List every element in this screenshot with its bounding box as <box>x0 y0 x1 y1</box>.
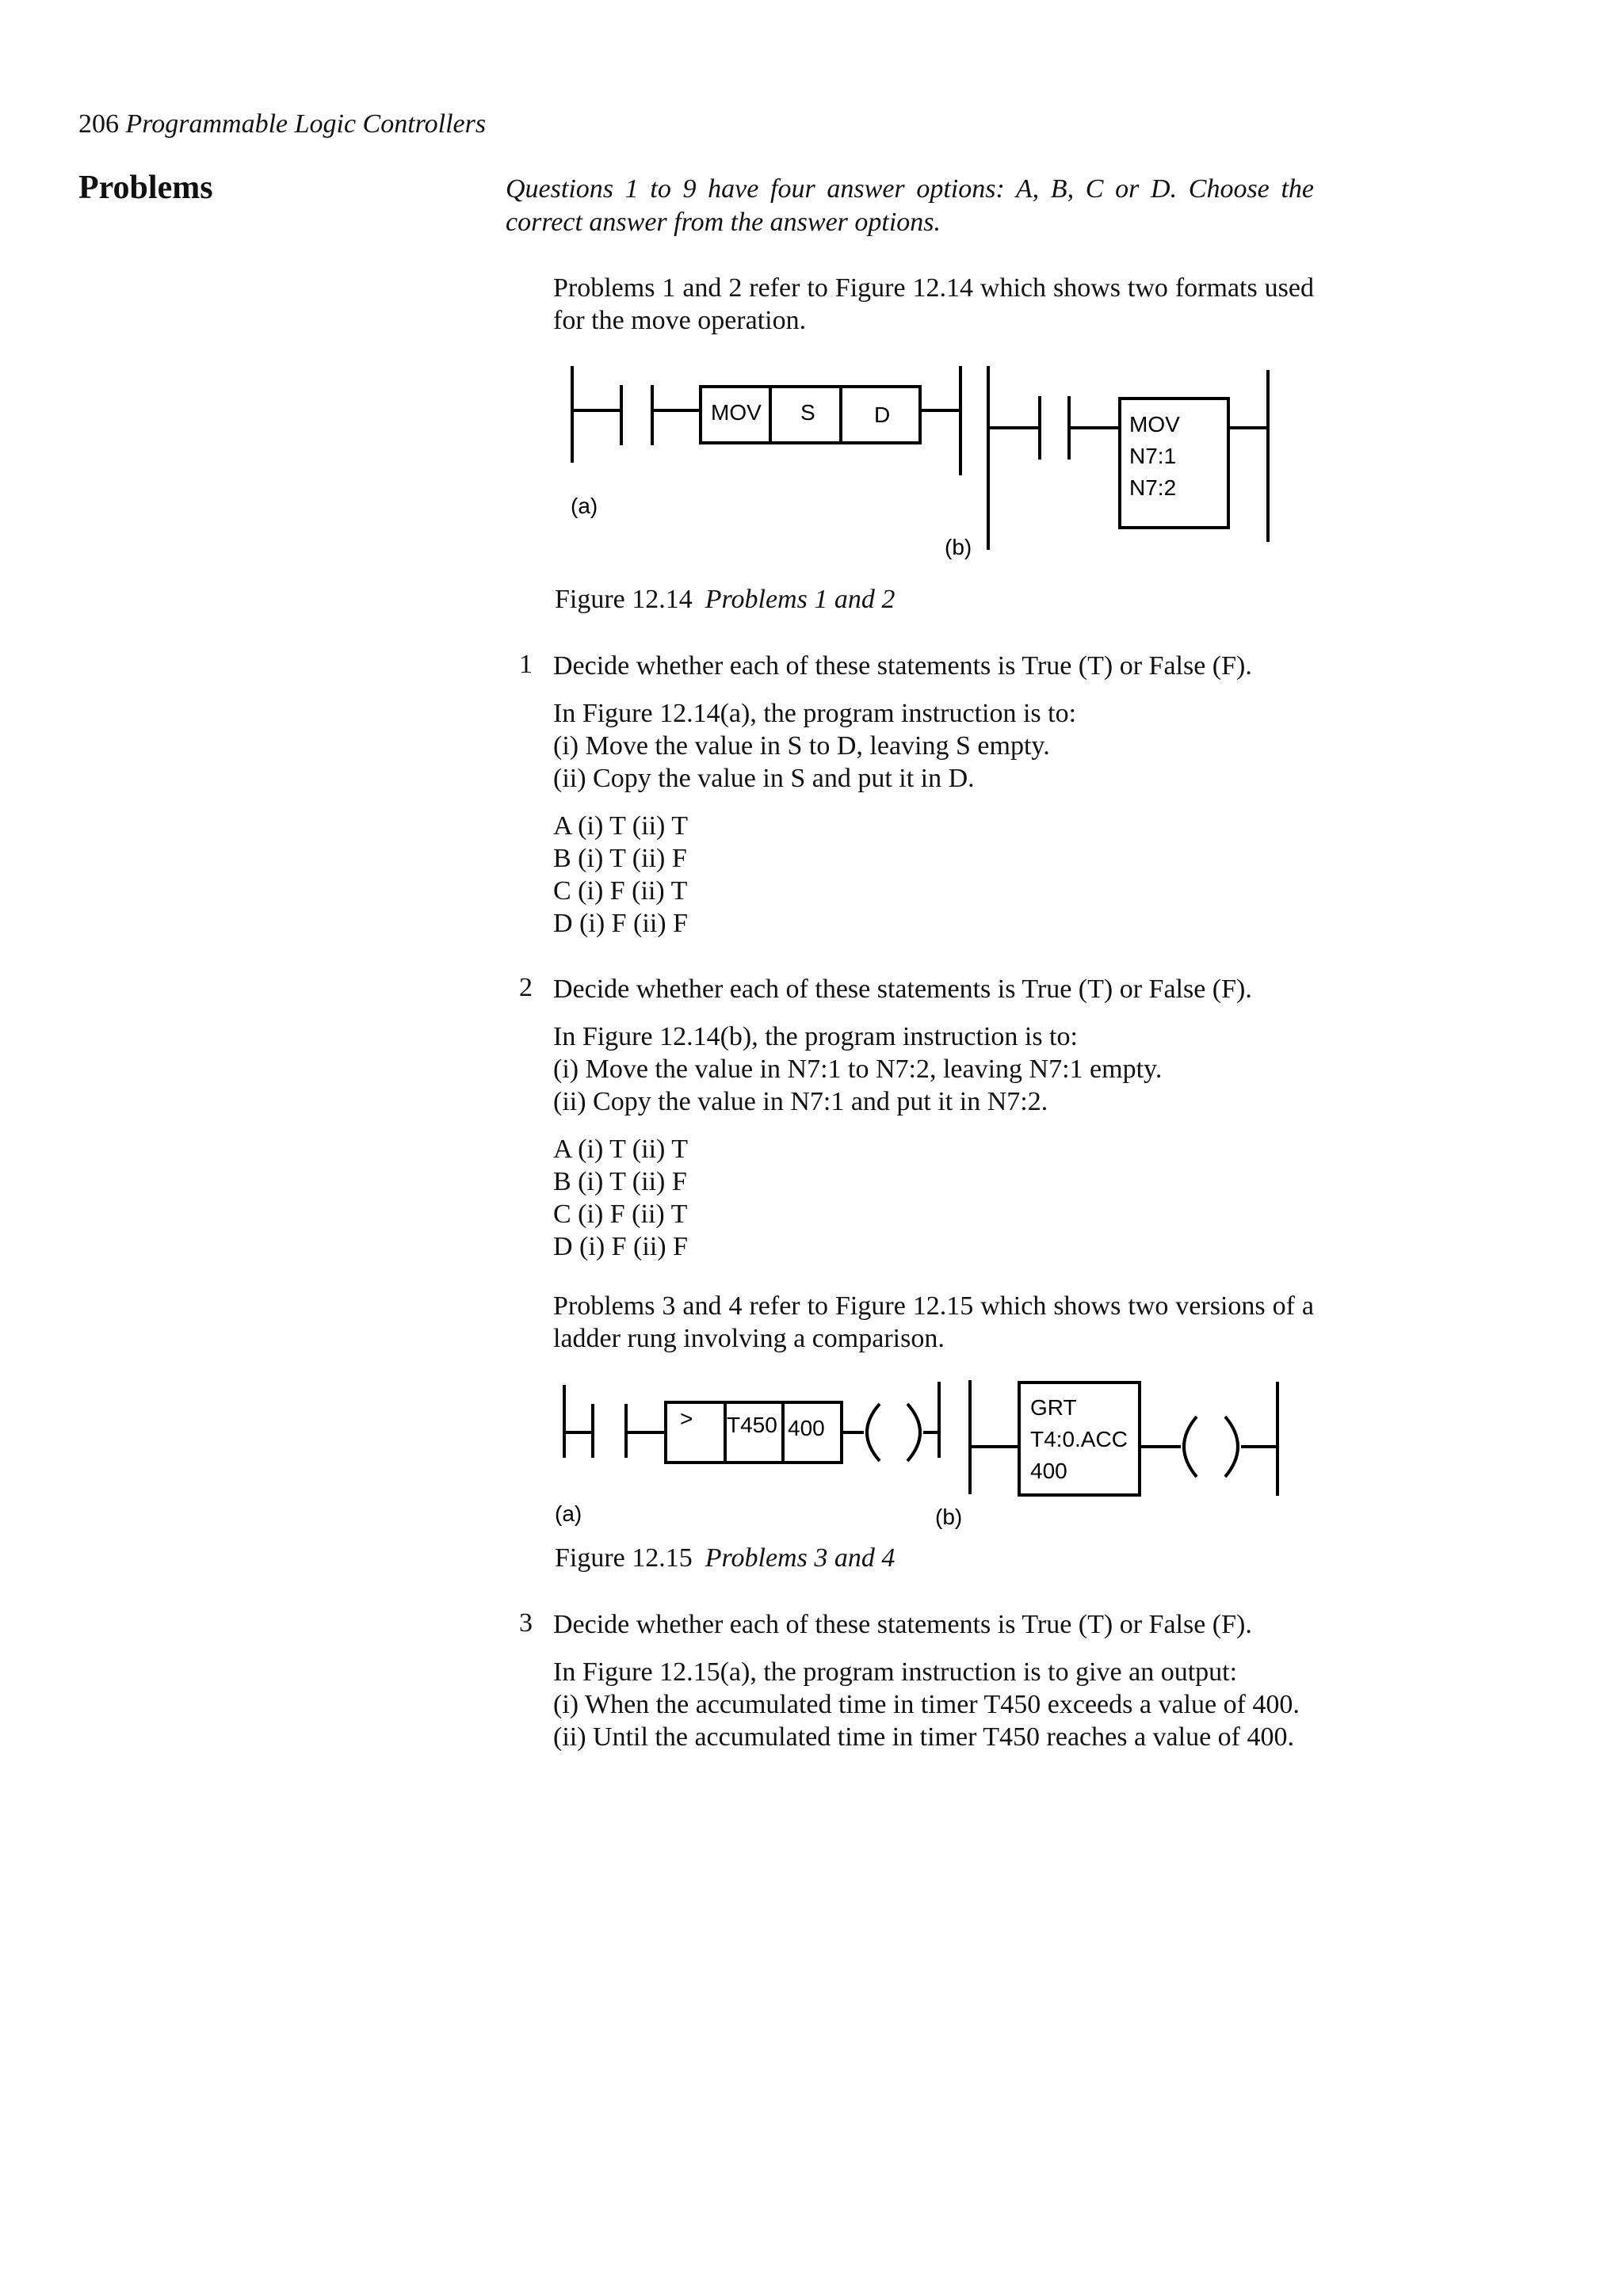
mov-block-line-2: N7:1 <box>1129 444 1177 468</box>
question-3 <box>553 1608 1252 1641</box>
figure-12-14-b-label: (b) <box>945 535 972 559</box>
compare-cell-1: > <box>680 1406 693 1431</box>
question-1-line: (i) Move the value in S to D, leaving S empty. <box>553 731 1050 761</box>
mov-block-line-3: N7:2 <box>1129 475 1177 500</box>
answer-option: D (i) F (ii) F <box>553 909 688 938</box>
output-coil-left <box>867 1404 880 1461</box>
question-2-stem: Decide whether each of these statements is True (T) or False (F). <box>553 974 1252 1004</box>
figure-12-14-a-label: (a) <box>571 494 598 518</box>
grt-block-line-3: 400 <box>1030 1459 1067 1483</box>
intro-problems-1-2: Problems 1 and 2 refer to Figure 12.14 which shows two formats used for the move operation. <box>553 273 1314 335</box>
figure-12-15-caption-title: Problems 3 and 4 <box>705 1543 896 1573</box>
compare-cell-2: T450 <box>727 1413 777 1437</box>
figure-12-14-caption-label: Figure 12.14 <box>555 585 693 614</box>
figure-12-15-a-label: (a) <box>555 1501 582 1526</box>
section-instructions: Questions 1 to 9 have four answer options: A, B, C or D. Choose the correct answer from the answer options. <box>506 174 1314 237</box>
figure-12-15 <box>0 1363 1623 1537</box>
question-1-line: In Figure 12.14(a), the program instruction is to: <box>553 699 1077 728</box>
question-1-options <box>553 810 688 940</box>
question-2 <box>553 973 1252 1005</box>
book-title: Programmable Logic Controllers <box>125 109 487 139</box>
mov-cell-3: D <box>874 402 891 427</box>
figure-12-15-caption-label: Figure 12.15 <box>555 1543 693 1573</box>
section-title: Problems <box>78 170 213 206</box>
question-3-stem: Decide whether each of these statements is True (T) or False (F). <box>553 1610 1252 1639</box>
figure-12-15-a <box>555 1382 939 1526</box>
grt-block-line-2: T4:0.ACC <box>1030 1427 1128 1451</box>
figure-12-14-caption-title: Problems 1 and 2 <box>705 585 896 614</box>
output-coil-right <box>1225 1417 1238 1477</box>
question-3-number: 3 <box>519 1608 533 1638</box>
page-number: 206 <box>78 109 119 139</box>
question-3-statements <box>553 1656 1300 1753</box>
mov-cell-2: S <box>800 400 815 425</box>
question-1-line: (ii) Copy the value in S and put it in D. <box>553 764 975 793</box>
answer-option: B (i) T (ii) F <box>553 1167 687 1196</box>
mov-cell-1: MOV <box>711 400 762 425</box>
answer-option: D (i) F (ii) F <box>553 1232 688 1261</box>
figure-12-14 <box>0 349 1623 570</box>
question-2-line: (ii) Copy the value in N7:1 and put it in N7:2. <box>553 1087 1048 1116</box>
question-1-stem: Decide whether each of these statements is True (T) or False (F). <box>553 651 1252 681</box>
question-2-line: In Figure 12.14(b), the program instruction is to: <box>553 1022 1078 1051</box>
question-2-line: (i) Move the value in N7:1 to N7:2, leaving N7:1 empty. <box>553 1055 1163 1084</box>
figure-12-14-a <box>571 366 960 518</box>
question-2-statements <box>553 1020 1162 1118</box>
question-1 <box>553 650 1252 682</box>
answer-option: A (i) T (ii) T <box>553 1135 688 1164</box>
intro-problems-3-4: Problems 3 and 4 refer to Figure 12.15 which shows two versions of a ladder rung involving a comparison. <box>553 1291 1314 1353</box>
output-coil-left <box>1184 1417 1197 1477</box>
answer-option: A (i) T (ii) T <box>553 811 688 841</box>
question-2-number: 2 <box>519 973 533 1002</box>
question-1-number: 1 <box>519 650 533 679</box>
question-1-statements <box>553 697 1076 795</box>
question-3-line: (i) When the accumulated time in timer T450 exceeds a value of 400. <box>553 1690 1300 1719</box>
answer-option: C (i) F (ii) T <box>553 1199 688 1229</box>
grt-block-line-1: GRT <box>1030 1395 1077 1420</box>
figure-12-15-b-label: (b) <box>935 1505 963 1529</box>
question-2-options <box>553 1133 688 1263</box>
output-coil-right <box>907 1404 920 1461</box>
figure-12-15-b <box>935 1380 1277 1529</box>
question-3-line: (ii) Until the accumulated time in timer T450 reaches a value of 400. <box>553 1722 1294 1752</box>
question-3-line: In Figure 12.15(a), the program instruction is to give an output: <box>553 1657 1238 1687</box>
figure-12-14-b <box>945 366 1268 559</box>
compare-cell-3: 400 <box>788 1416 825 1440</box>
page-header <box>78 109 486 139</box>
figure-12-15-caption <box>555 1543 895 1573</box>
figure-12-14-caption <box>555 585 895 615</box>
mov-block-line-1: MOV <box>1129 412 1180 437</box>
answer-option: B (i) T (ii) F <box>553 844 687 873</box>
answer-option: C (i) F (ii) T <box>553 876 688 906</box>
